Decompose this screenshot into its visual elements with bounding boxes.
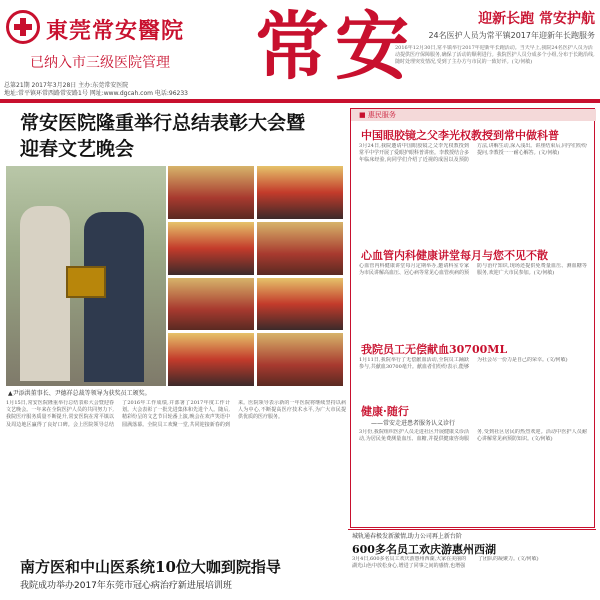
event-photo: [257, 166, 343, 219]
sidebar-story4-body: 3月份,我院组织医护人员走进社区开展健康义诊活动,为居民免费测量血压、血糖,并提供健康咨询服务,受到社区居民的热烈欢迎。活动中医护人员耐心讲解常见病预防知识。(文/何敏): [359, 429, 587, 442]
sidebar-story2-body: 心血管内科健康讲堂每月定期举办,邀请科室专家为市民讲解高血压、冠心病等常见心血管疾病的预防与治疗知识,现场还提供免费量血压、测血糖等服务,欢迎广大市民参加。(文/何敏): [359, 263, 587, 276]
bottom-subheadline: 我院成功举办2017年东莞市冠心病治疗新进展培训班: [20, 581, 232, 591]
sidebar-story3-body: 1月11日,我院举行了无偿献血活动,全院员工踊跃参与,共献血30700毫升。献血者们纷纷表示,能够为社会尽一份力是自己的荣幸。(文/何敏): [359, 357, 568, 370]
event-photo: [257, 278, 343, 331]
award-certificate: [66, 266, 106, 298]
sidebar-story1-title[interactable]: 中国眼胶镜之父李光权教授到常中做科普: [361, 129, 559, 142]
issue-info: [4, 82, 188, 98]
event-photo: [168, 278, 254, 331]
event-photo: [168, 166, 254, 219]
section-divider: [348, 529, 596, 530]
bottom-headline[interactable]: 南方医和中山医系统10位大咖到院指导: [20, 558, 281, 576]
event-photo: [257, 333, 343, 386]
masthead-news-box: [395, 8, 595, 95]
event-photo: [168, 222, 254, 275]
bottom-right-body: 3月4日,600多名员工欢庆游惠州西湖,大家在美丽的湖光山色中放松身心,增进了同事之间的感情,也增强了团队的凝聚力。(文/何敏): [352, 556, 539, 569]
masthead-news-subtitle: 24名医护人员为常平镇2017年迎新年长跑服务: [428, 31, 595, 40]
masthead: [0, 0, 600, 95]
lead-photo-grid: [168, 166, 343, 386]
masthead-news-title[interactable]: 迎新长跑 常安护航: [478, 11, 595, 27]
lead-body: 1月15日,常安医院隆重举行总结表彰大会暨迎春文艺晚会。一年来在全院医护人员的共同努力下,我院医疗服务质量不断提升,常安医院在常平镇以及周边地区赢得了良好口碑。会上医院领导总结了2016年工作成绩,并部署了2017年度工作计划。大会表彰了一批先进集体和先进个人。随后,精彩纷呈的文艺节目轮番上演,晚会在欢声笑语中圆满落幕。全院员工欢聚一堂,共同迎接新春的到来。医院领导表示新的一年医院将继续坚持以病人为中心,不断提高医疗技术水平,为广大市民提供优质的医疗服务。: [6, 400, 346, 428]
hospital-name: 東莞常安醫院: [46, 18, 185, 44]
sidebar-story2-title[interactable]: 心血管内科健康讲堂每月与您不见不散: [361, 249, 548, 262]
bottom-right-kicker: 城轨通春极发新激情,助力公司再上新台阶: [352, 533, 462, 540]
sidebar-tag: ■ 惠民服务: [351, 109, 596, 121]
masthead-calligraphy: 常安: [255, 4, 415, 90]
sidebar-story3-title[interactable]: 我院员工无偿献血30700ML: [361, 343, 508, 356]
sidebar-story1-body: 3月24日,我院邀请中国眼胶镜之父李光权教授到常平中学开展了爱眼护眼科普讲座。李教授结合多年临床经验,向同学们介绍了近视的成因以及预防方法,讲解生动,深入浅出。讲座结束后,同学们纷纷提问,李教授一一耐心解答。(文/何敏): [359, 143, 587, 163]
lead-photo-award: [6, 166, 166, 386]
red-cross-icon: [12, 16, 34, 38]
sidebar-service-box: [350, 108, 595, 528]
event-photo: [168, 333, 254, 386]
masthead-rule: [0, 99, 600, 103]
hospital-logo: [6, 10, 40, 44]
issue-info-line1: 总第21期 2017年3月28日 主办:东莞常安医院: [4, 82, 129, 89]
event-photo: [257, 222, 343, 275]
hospital-tagline: 已纳入市三级医院管理: [30, 55, 170, 71]
masthead-news-text: 2016年12月30日,常平镇举行2017年迎新年长跑活动。当天早上,我院24名医护人员为活动提供医疗保障服务,确保了活动的顺利进行。我院医护人员分成多个小组,分布于长跑沿线,随时处理突发情况,受到了主办方与市民的一致好评。(文/何敏): [395, 45, 595, 65]
sidebar-story4-title[interactable]: 健康·随行: [361, 405, 409, 418]
sidebar-story4-subtitle: ——常安走进患者服务认义诊行: [371, 420, 456, 427]
bottom-right-headline[interactable]: 600多名员工欢庆游惠州西湖: [352, 543, 496, 556]
person-figure: [20, 206, 70, 381]
issue-info-line2: 地址:常平镇环常西路常安路1号 网址:www.dgcah.com 电话:96233: [4, 90, 188, 97]
lead-photo-caption: ▲尹添洪董事长、尹德祥总裁等领导为获奖员工颁奖。: [8, 390, 151, 397]
lead-headline[interactable]: 常安医院隆重举行总结表彰大会暨迎春文艺晚会: [20, 112, 306, 160]
